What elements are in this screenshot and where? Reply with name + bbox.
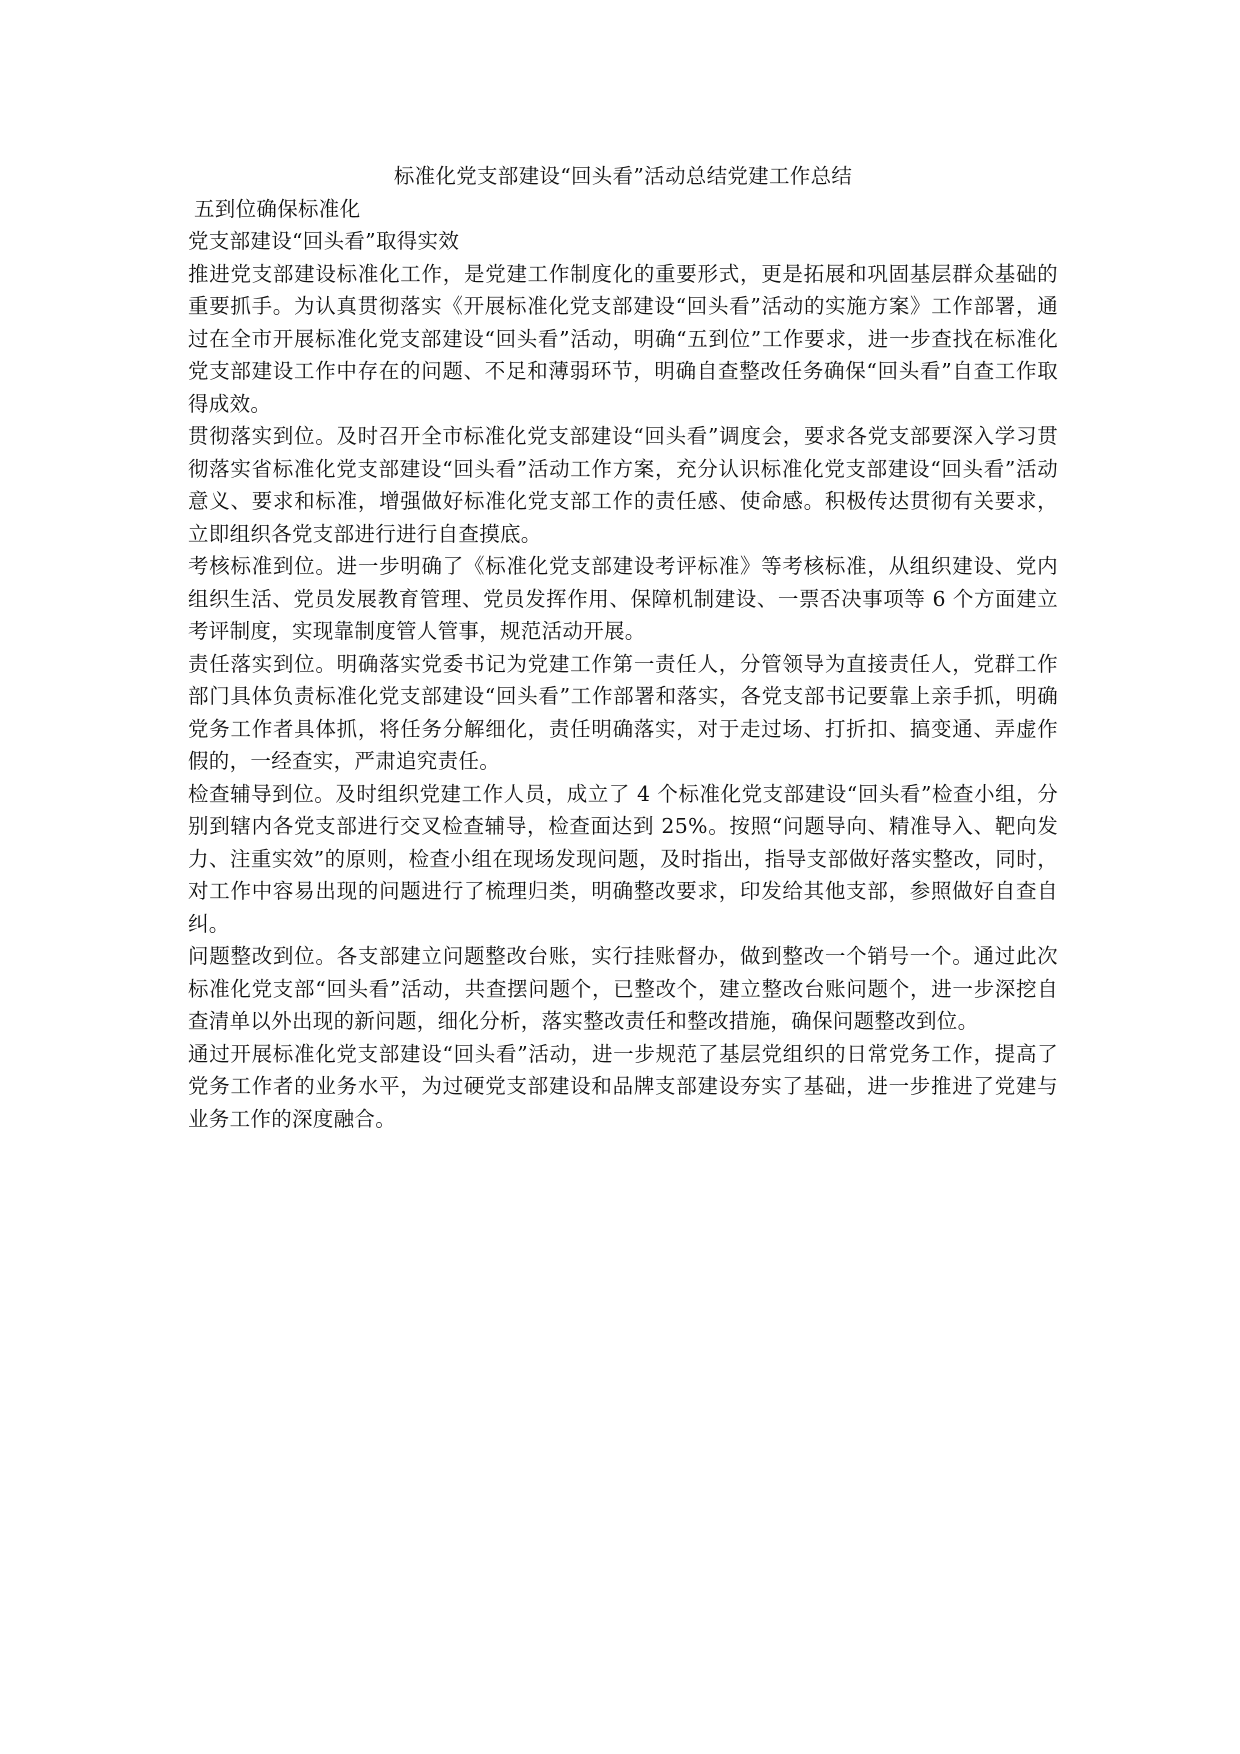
paragraph: 贯彻落实到位。及时召开全市标准化党支部建设“回头看”调度会，要求各党支部要深入学习贯彻落实省标准化党支部建设“回头看”活动工作方案，充分认识标准化党支部建设“回头看”活动意义、要求和标准，增强做好标准化党支部工作的责任感、使命感。积极传达贯彻有关要求，立即组织各党支部进行进行自查摸底。 [188,424,1058,546]
paragraph: 通过开展标准化党支部建设“回头看”活动，进一步规范了基层党组织的日常党务工作，提高了党务工作者的业务水平，为过硬党支部建设和品牌支部建设夯实了基础，进一步推进了党建与业务工作的深度融合。 [188,1041,1058,1131]
paragraph: 检查辅导到位。及时组织党建工作人员，成立了 4 个标准化党支部建设“回头看”检查小组，分别到辖内各党支部进行交叉检查辅导，检查面达到 25%。按照“问题导向、精准导入、靶向发力、注重实效”的原则，检查小组在现场发现问题，及时指出，指导支部做好落实整改，同时，对工作中容易出现的问题进行了梳理归类，明确整改要求，印发给其他支部，参照做好自查自纠。 [188,781,1058,936]
document-body [188,160,1058,1135]
paragraph: 推进党支部建设标准化工作，是党建工作制度化的重要形式，更是拓展和巩固基层群众基础的重要抓手。为认真贯彻落实《开展标准化党支部建设“回头看”活动的实施方案》工作部署，通过在全市开展标准化党支部建设“回头看”活动，明确“五到位”工作要求，进一步查找在标准化党支部建设工作中存在的问题、不足和薄弱环节，明确自查整改任务确保“回头看”自查工作取得成效。 [188,261,1058,416]
paragraph: 问题整改到位。各支部建立问题整改台账，实行挂账督办，做到整改一个销号一个。通过此次标准化党支部“回头看”活动，共查摆问题个，已整改个，建立整改台账问题个，进一步深挖自查清单以外出现的新问题，细化分析，落实整改责任和整改措施，确保问题整改到位。 [188,944,1058,1033]
document-title: 标准化党支部建设“回头看”活动总结党建工作总结 [393,164,853,188]
document-subtitle: 党支部建设“回头看”取得实效 [188,229,460,253]
document-subtitle: 五到位确保标准化 [194,196,361,221]
paragraph: 责任落实到位。明确落实党委书记为党建工作第一责任人，分管领导为直接责任人，党群工作部门具体负责标准化党支部建设“回头看”工作部署和落实，各党支部书记要靠上亲手抓，明确党务工作者具体抓，将任务分解细化，责任明确落实，对于走过场、打折扣、搞变通、弄虚作假的，一经查实，严肃追究责任。 [188,651,1058,773]
paragraph: 考核标准到位。进一步明确了《标准化党支部建设考评标准》等考核标准，从组织建设、党内组织生活、党员发展教育管理、党员发挥作用、保障机制建设、一票否决事项等 6 个方面建立考评制度，实现靠制度管人管事，规范活动开展。 [188,554,1058,643]
